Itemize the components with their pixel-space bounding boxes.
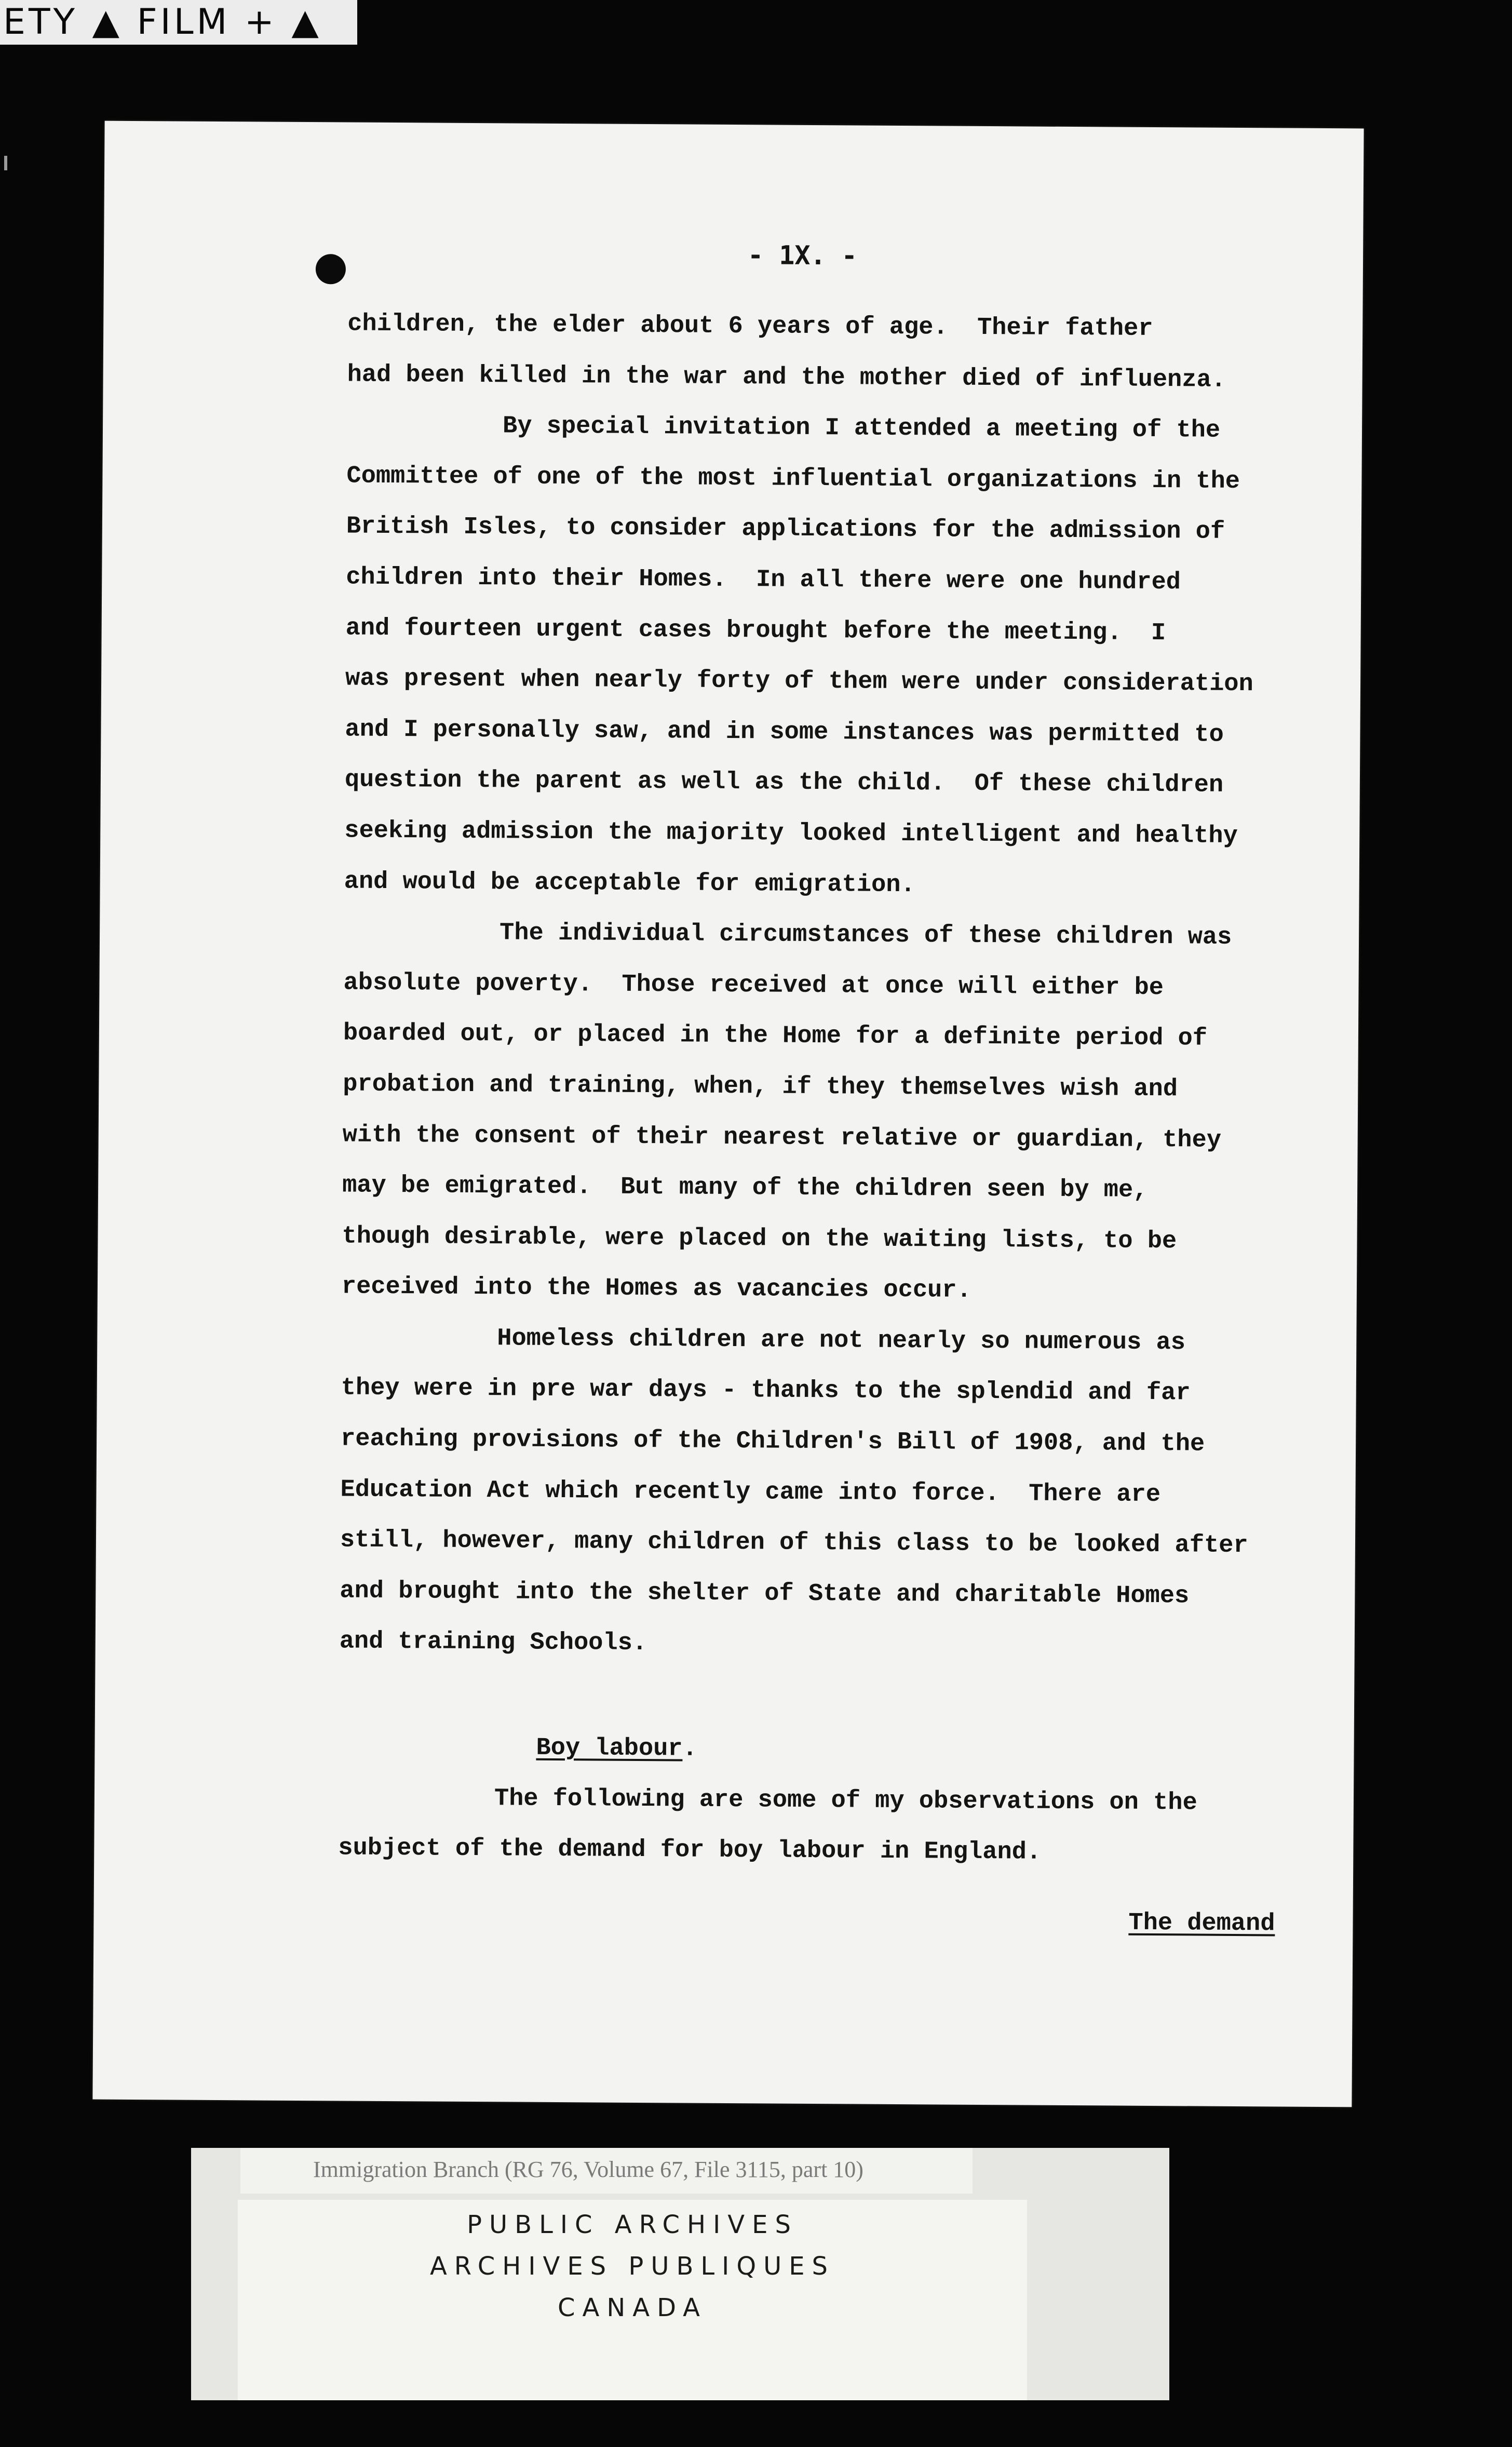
typewritten-page bbox=[92, 121, 1364, 2107]
page-number: - 1X. - bbox=[747, 240, 857, 271]
text-line: and I personally saw, and in some instances was permitted to bbox=[345, 716, 1224, 749]
archive-card-tab bbox=[240, 2148, 973, 2194]
text-line: children into their Homes. In all there were one hundred bbox=[346, 563, 1181, 597]
archive-line-canada: CANADA bbox=[557, 2293, 708, 2322]
text-line: The individual circumstances of these children was bbox=[499, 919, 1232, 952]
text-line: seeking admission the majority looked intelligent and healthy bbox=[344, 817, 1238, 850]
text-line: absolute poverty. Those received at once will either be bbox=[343, 969, 1164, 1002]
text-line: British Isles, to consider applications for the admission of bbox=[346, 513, 1225, 546]
text-line: children, the elder about 6 years of age. Their father bbox=[347, 310, 1153, 343]
text-line: Homeless children are not nearly so numerous as bbox=[497, 1325, 1186, 1357]
continuation-catchword: The demand bbox=[1128, 1909, 1275, 1938]
text-line: was present when nearly forty of them were under consideration bbox=[345, 665, 1253, 698]
text-line: probation and training, when, if they themselves wish and bbox=[343, 1070, 1178, 1104]
archive-reference: Immigration Branch (RG 76, Volume 67, File 3115, part 10) bbox=[313, 2157, 863, 2182]
text-line: boarded out, or placed in the Home for a definite period of bbox=[343, 1019, 1208, 1053]
page-body bbox=[338, 299, 1308, 1879]
section-heading: Boy labour bbox=[536, 1734, 683, 1763]
text-line: Committee of one of the most influential organizations in the bbox=[346, 462, 1240, 495]
section-heading-line bbox=[339, 1722, 1300, 1778]
text-line: they were in pre war days - thanks to the splendid and far bbox=[341, 1374, 1191, 1407]
text-line: though desirable, were placed on the waiting lists, to be bbox=[342, 1222, 1177, 1255]
text-line: question the parent as well as the child. Of these children bbox=[344, 766, 1224, 800]
punch-hole bbox=[316, 254, 346, 284]
archive-card-body bbox=[238, 2200, 1027, 2400]
text-line: By special invitation I attended a meeting of the bbox=[502, 412, 1221, 445]
text-line: had been killed in the war and the mother died of influenza. bbox=[347, 361, 1226, 394]
archive-line-archives-publiques: ARCHIVES PUBLIQUES bbox=[429, 2252, 835, 2281]
section-heading-punct: . bbox=[682, 1735, 697, 1763]
archive-card bbox=[191, 2148, 1169, 2400]
text-line: received into the Homes as vacancies occur. bbox=[341, 1273, 971, 1305]
archive-line-public-archives: PUBLIC ARCHIVES bbox=[467, 2210, 798, 2239]
text-line: still, however, many children of this class to be looked after bbox=[340, 1526, 1248, 1560]
text-line: may be emigrated. But many of the children seen by me, bbox=[342, 1172, 1148, 1205]
blank-line bbox=[339, 1667, 1300, 1727]
text-line: and fourteen urgent cases brought before the meeting. I bbox=[345, 614, 1166, 647]
film-edge-mark bbox=[4, 156, 7, 170]
text-line: with the consent of their nearest relative or guardian, they bbox=[342, 1121, 1222, 1154]
film-strip-label: ETY ▲ FILM + ▲ bbox=[0, 0, 357, 45]
text-line: The following are some of my observations on the bbox=[494, 1784, 1197, 1817]
text-line: and brought into the shelter of State and charitable Homes bbox=[340, 1577, 1190, 1610]
text-line: and would be acceptable for emigration. bbox=[344, 868, 915, 899]
text-line: subject of the demand for boy labour in England. bbox=[338, 1834, 1042, 1866]
text-line: and training Schools. bbox=[339, 1628, 647, 1658]
text-line: reaching provisions of the Children's Bill of 1908, and the bbox=[341, 1425, 1205, 1458]
text-line: Education Act which recently came into force. There are bbox=[340, 1476, 1161, 1509]
